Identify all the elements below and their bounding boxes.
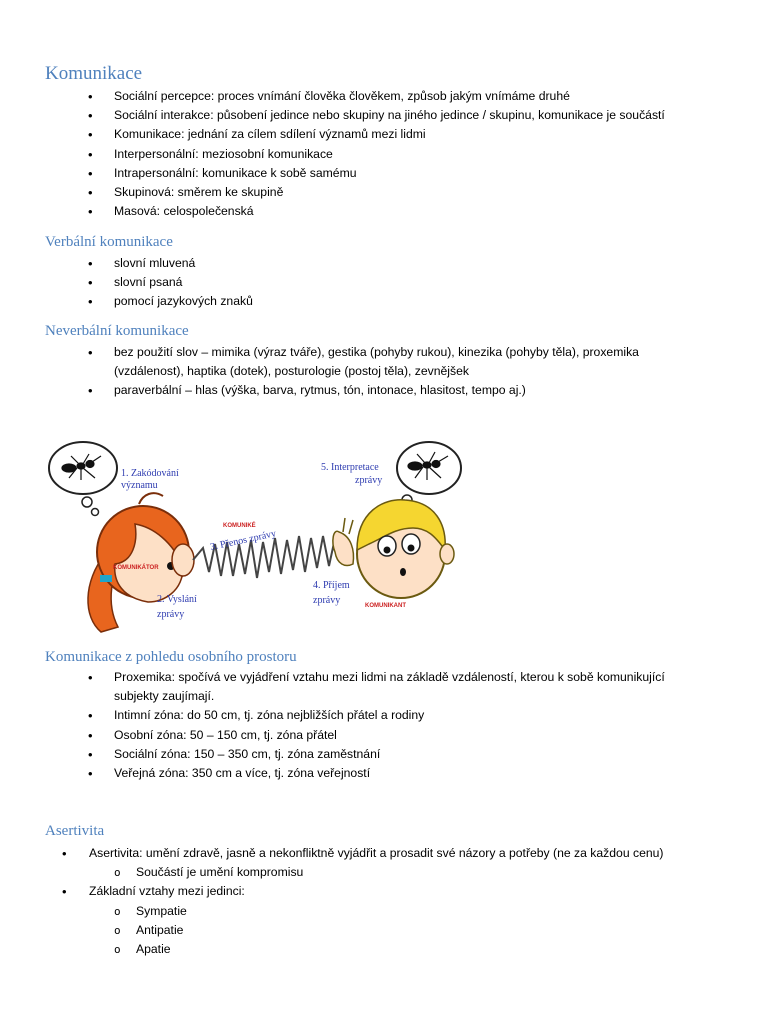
list-item: • Sociální zóna: 150 – 350 cm, tj. zóna zaměstnání xyxy=(0,745,674,764)
sublist xyxy=(89,902,729,960)
thought-bubble-left-icon xyxy=(49,442,117,516)
list-item: • Komunikace: jednání za cílem sdílení významů mezi lidmi xyxy=(0,125,674,144)
step5-line1: 5. Interpretace xyxy=(321,462,379,473)
komunikant-label: KOMUNIKANT xyxy=(365,603,406,609)
communication-diagram xyxy=(43,432,465,637)
heading-asertivita: Asertivita xyxy=(45,823,105,839)
step4-line1: 4. Příjem xyxy=(313,580,350,591)
list-item: • slovní mluvená xyxy=(0,254,674,273)
list-prostor xyxy=(0,668,674,783)
step1-label xyxy=(121,468,181,491)
list-item: • bez použití slov – mimika (výraz tváře), gestika (pohyby rukou), kinezika (pohyby těla), proxemika (vzdálenost), haptika (dotek), posturologie (postoj těla), zevnějšek xyxy=(0,343,669,381)
list-item: • Osobní zóna: 50 – 150 cm, tj. zóna přátel xyxy=(0,726,674,745)
step3-label: 3. Přenos zprávy xyxy=(209,528,278,553)
step4-label xyxy=(313,580,352,606)
list-neverbalni xyxy=(0,343,674,401)
step1-line2: významu xyxy=(121,480,158,491)
list-komunikace xyxy=(0,87,674,221)
list-item-text: Základní vztahy mezi jedinci: xyxy=(89,884,245,899)
list-item xyxy=(0,844,729,882)
list-item: • Interpersonální: meziosobní komunikace xyxy=(0,145,674,164)
list-item: • slovní psaná xyxy=(0,273,674,292)
step2-line2: zprávy xyxy=(157,609,185,620)
sublist-item: o Sympatie xyxy=(89,902,729,921)
komunike-label: KOMUNIKÉ xyxy=(223,523,256,529)
list-item: • Proxemika: spočívá ve vyjádření vztahu mezi lidmi na základě vzdáleností, kterou k sobě komunikující subjekty zaujímají. xyxy=(0,668,669,706)
sublist-item: o Antipatie xyxy=(89,921,729,940)
sublist xyxy=(89,863,729,882)
list-item-text: Asertivita: umění zdravě, jasně a nekonfliktně vyjádřit a prosadit své názory a potřeby (ne za každou cenu) xyxy=(89,846,664,860)
sublist-item: o Apatie xyxy=(89,940,729,959)
list-item: • Intrapersonální: komunikace k sobě samému xyxy=(0,164,674,183)
list-item: • Masová: celospolečenská xyxy=(0,202,674,221)
list-verbalni xyxy=(0,254,674,312)
list-item: • Sociální interakce: působení jedince nebo skupiny na jiného jedince / skupinu, komunikace je součástí xyxy=(0,106,674,125)
list-item: • Intimní zóna: do 50 cm, tj. zóna nejbližších přátel a rodiny xyxy=(0,706,674,725)
heading-verbalni: Verbální komunikace xyxy=(45,234,173,250)
sublist-item: o Součástí je umění kompromisu xyxy=(89,863,729,882)
list-item: • Veřejná zóna: 350 cm a více, tj. zóna veřejností xyxy=(0,764,674,783)
list-item: • Skupinová: směrem ke skupině xyxy=(0,183,674,202)
list-item xyxy=(0,882,729,959)
komunikator-label: KOMUNIKÁTOR xyxy=(113,565,159,571)
step1-line1: 1. Zakódování xyxy=(121,468,179,479)
step2-line1: 2. Vyslání xyxy=(157,594,197,605)
heading-neverbalni: Neverbální komunikace xyxy=(45,323,189,339)
heading-prostor: Komunikace z pohledu osobního prostoru xyxy=(45,649,297,665)
step5-label xyxy=(321,462,382,486)
step5-line2: zprávy xyxy=(355,475,383,486)
list-item: • paraverbální – hlas (výška, barva, rytmus, tón, intonace, hlasitost, tempo aj.) xyxy=(0,381,674,400)
heading-komunikace: Komunikace xyxy=(45,63,143,84)
list-item: • Sociální percepce: proces vnímání člověka člověkem, způsob jakým vnímáme druhé xyxy=(0,87,674,106)
step2-label xyxy=(157,594,199,620)
list-asertivita xyxy=(0,844,729,959)
step4-line2: zprávy xyxy=(313,595,341,606)
list-item: • pomocí jazykových znaků xyxy=(0,292,674,311)
